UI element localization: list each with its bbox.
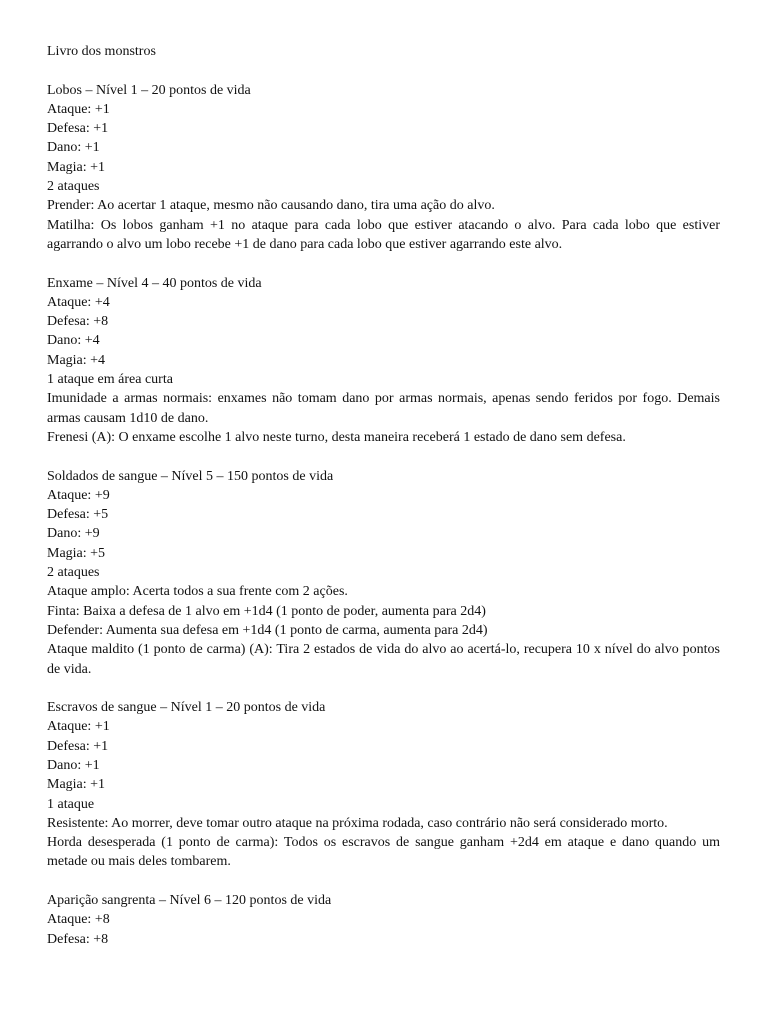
spacer xyxy=(47,61,720,80)
spacer xyxy=(47,447,720,466)
ability-text: Matilha: Os lobos ganham +1 no ataque para cada lobo que estiver atacando o alvo. Para cada lobo que estiver agarrando o alvo um lobo recebe +1 de dano para cada lobo que estiver agarrando este alvo. xyxy=(47,217,720,252)
monster-section-lobos xyxy=(47,81,720,255)
stat-defense: Defesa: +8 xyxy=(47,931,109,947)
stat-defense: Defesa: +1 xyxy=(47,738,109,754)
monster-section-aparicao xyxy=(47,891,720,949)
ability-text: Finta: Baixa a defesa de 1 alvo em +1d4 (1 ponto de poder, aumenta para 2d4) xyxy=(47,603,486,619)
ability-text: Prender: Ao acertar 1 ataque, mesmo não causando dano, tira uma ação do alvo. xyxy=(47,198,495,214)
stat-attack: Ataque: +1 xyxy=(47,719,110,735)
stat-magic: Magia: +5 xyxy=(47,545,106,561)
monster-section-soldados xyxy=(47,467,720,679)
stat-damage: Dano: +1 xyxy=(47,140,100,156)
spacer xyxy=(47,254,720,273)
document-page xyxy=(47,42,720,949)
ability-text: Frenesi (A): O enxame escolhe 1 alvo neste turno, desta maneira receberá 1 estado de dano sem defesa. xyxy=(47,429,626,445)
stat-defense: Defesa: +5 xyxy=(47,507,109,523)
document-title: Livro dos monstros xyxy=(47,44,156,59)
stat-defense: Defesa: +1 xyxy=(47,121,109,137)
spacer xyxy=(47,872,720,891)
ability-text: Ataque amplo: Acerta todos a sua frente com 2 ações. xyxy=(47,584,348,600)
stat-attack: Ataque: +8 xyxy=(47,912,110,928)
stat-damage: Dano: +4 xyxy=(47,333,100,349)
ability-text: Resistente: Ao morrer, deve tomar outro ataque na próxima rodada, caso contrário não será considerado morto. xyxy=(47,815,668,831)
stat-damage: Dano: +1 xyxy=(47,757,100,773)
attack-count: 1 ataque em área curta xyxy=(47,372,173,388)
monster-heading: Soldados de sangue – Nível 5 – 150 pontos de vida xyxy=(47,468,334,484)
stat-defense: Defesa: +8 xyxy=(47,314,109,330)
stat-damage: Dano: +9 xyxy=(47,526,100,542)
monster-heading: Enxame – Nível 4 – 40 pontos de vida xyxy=(47,275,262,291)
stat-magic: Magia: +1 xyxy=(47,159,106,175)
stat-attack: Ataque: +9 xyxy=(47,487,110,503)
stat-attack: Ataque: +4 xyxy=(47,294,110,310)
monster-heading: Lobos – Nível 1 – 20 pontos de vida xyxy=(47,82,251,98)
monster-section-escravos xyxy=(47,698,720,872)
ability-text: Defender: Aumenta sua defesa em +1d4 (1 ponto de carma, aumenta para 2d4) xyxy=(47,622,488,638)
stat-attack: Ataque: +1 xyxy=(47,101,110,117)
ability-text: Horda desesperada (1 ponto de carma): Todos os escravos de sangue ganham +2d4 em ataque e dano quando um metade ou mais deles tombarem. xyxy=(47,835,720,870)
attack-count: 1 ataque xyxy=(47,796,95,812)
stat-magic: Magia: +1 xyxy=(47,777,106,793)
stat-magic: Magia: +4 xyxy=(47,352,106,368)
monster-heading: Escravos de sangue – Nível 1 – 20 pontos de vida xyxy=(47,700,326,716)
monster-heading: Aparição sangrenta – Nível 6 – 120 pontos de vida xyxy=(47,893,332,909)
monster-section-enxame xyxy=(47,274,720,448)
attack-count: 2 ataques xyxy=(47,565,100,581)
ability-text: Imunidade a armas normais: enxames não tomam dano por armas normais, apenas sendo feridos por fogo. Demais armas causam 1d10 de dano. xyxy=(47,391,720,426)
spacer xyxy=(47,679,720,698)
ability-text: Ataque maldito (1 ponto de carma) (A): Tira 2 estados de vida do alvo ao acertá-lo, recupera 10 x nível do alvo pontos de vida. xyxy=(47,642,720,677)
attack-count: 2 ataques xyxy=(47,179,100,195)
